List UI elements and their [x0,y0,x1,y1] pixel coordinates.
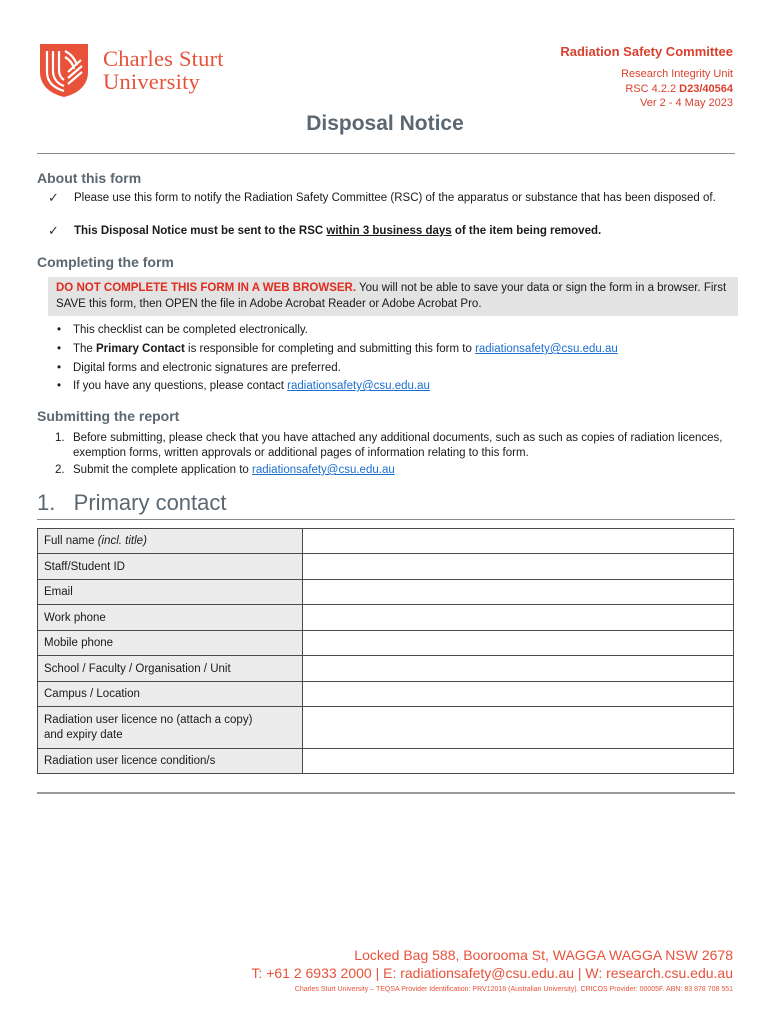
submitting-heading: Submitting the report [37,408,180,424]
bullet-1-text: This checklist can be completed electronically. [73,324,309,336]
full-name-label [38,529,303,554]
table-row [38,605,734,631]
about-item-1-text: Please use this form to notify the Radiation Safety Committee (RSC) of the apparatus or substance that has been disposed of. [74,192,716,204]
email-link[interactable]: radiationsafety@csu.edu.au [475,343,618,355]
bullet-2-post: is responsible for completing and submitting this form to [184,343,476,355]
completing-bullet-1 [57,323,727,337]
warning-text: You will not be able to save your data or sign the form in a browser. First SAVE this form, then OPEN the file in Adobe Acrobat Reader or Adobe Acrobat Pro. [56,282,727,310]
about-heading: About this form [37,170,142,186]
about-item-2-text [74,224,728,239]
about-item-2-post: of the item being removed. [451,225,602,237]
licence-no-label [38,707,303,749]
submitting-item-2 [55,463,727,478]
title-divider [37,153,735,154]
licence-no-label-line-2: and expiry date [44,728,123,741]
about-item-2 [48,224,728,239]
version-date: Ver 2 - 4 May 2023 [640,97,733,109]
about-item-2-deadline: within 3 business days [326,225,452,237]
bullet-icon: • [57,380,62,392]
completing-bullet-4 [57,379,727,393]
submitting-item-2-text [73,463,395,478]
header-meta [560,44,733,111]
table-row [38,529,734,554]
licence-condition-label: Radiation user licence condition/s [38,749,303,774]
bullet-2-text [73,342,618,356]
completing-bullet-2 [57,342,727,356]
bullet-2-bold: Primary Contact [96,343,185,355]
primary-contact-divider [37,519,735,520]
page-title: Disposal Notice [306,112,464,135]
licence-no-input[interactable] [303,707,734,749]
csu-logo [37,42,224,98]
submitting-item-1 [55,431,727,460]
table-row [38,682,734,707]
checkmark-icon: ✓ [48,223,59,238]
browser-warning [48,277,738,316]
bullet-4-pre: If you have any questions, please contact [73,380,288,392]
table-row [38,631,734,656]
mobile-phone-label: Mobile phone [38,631,303,656]
bullet-4-text [73,379,430,393]
document-reference [560,82,733,97]
checkmark-icon: ✓ [48,190,59,205]
bullet-icon: • [57,343,62,355]
bullet-3-text: Digital forms and electronic signatures are preferred. [73,362,341,374]
footer-address: Locked Bag 588, Boorooma St, WAGGA WAGGA NSW 2678 [354,947,733,963]
submitting-item-1-text: Before submitting, please check that you have attached any additional documents, such as such as copies of radiation licences, exemption forms, written approvals or additional pages of information relating to this form. [73,432,723,459]
completing-bullet-3 [57,361,727,375]
table-row [38,749,734,774]
bullet-icon: • [57,362,62,374]
school-label: School / Faculty / Organisation / Unit [38,656,303,682]
footer-legal: Charles Sturt University – TEQSA Provider Identification: PRV12018 (Australian University). CRICOS Provider: 00005F. ABN: 83 878 708 551 [294,986,733,993]
table-row [38,707,734,749]
full-name-label-text: Full name [44,535,95,547]
staff-id-input[interactable] [303,554,734,580]
email-input[interactable] [303,580,734,605]
unit-name: Research Integrity Unit [621,68,733,80]
school-input[interactable] [303,656,734,682]
licence-no-label-line-1: Radiation user licence no (attach a copy) [44,713,253,726]
bullet-icon: • [57,324,62,336]
primary-contact-table [37,528,734,774]
bullet-2-pre: The [73,343,97,355]
committee-name: Radiation Safety Committee [560,44,733,59]
work-phone-label: Work phone [38,605,303,631]
submitting-item-2-pre: Submit the complete application to [73,464,252,476]
csu-shield-icon [37,42,91,98]
work-phone-input[interactable] [303,605,734,631]
table-row [38,554,734,580]
email-link[interactable]: radiationsafety@csu.edu.au [287,380,430,392]
about-item-2-pre: This Disposal Notice must be sent to the RSC [74,225,327,237]
staff-id-label: Staff/Student ID [38,554,303,580]
page-footer [251,946,733,996]
warning-emphasis: DO NOT COMPLETE THIS FORM IN A WEB BROWSER. [56,282,357,294]
item-number: 2. [55,464,65,476]
wordmark-line-2: University [103,69,200,94]
email-link[interactable]: radiationsafety@csu.edu.au [252,464,395,476]
full-name-label-note: (incl. title) [97,535,147,547]
primary-contact-heading: 1. Primary contact [37,490,227,515]
footer-contact: T: +61 2 6933 2000 | E: radiationsafety@csu.edu.au | W: research.csu.edu.au [251,965,733,981]
section-end-divider [37,792,735,794]
table-row [38,656,734,682]
completing-heading: Completing the form [37,254,174,270]
campus-input[interactable] [303,682,734,707]
email-label: Email [38,580,303,605]
ref-doc-number: D23/40564 [679,82,733,95]
wordmark-line-1: Charles Sturt [103,46,224,71]
about-item-1 [48,191,728,206]
campus-label: Campus / Location [38,682,303,707]
mobile-phone-input[interactable] [303,631,734,656]
university-wordmark [103,47,224,93]
item-number: 1. [55,432,65,444]
ref-prefix: RSC 4.2.2 [625,82,677,95]
licence-condition-input[interactable] [303,749,734,774]
table-row [38,580,734,605]
full-name-input[interactable] [303,529,734,554]
